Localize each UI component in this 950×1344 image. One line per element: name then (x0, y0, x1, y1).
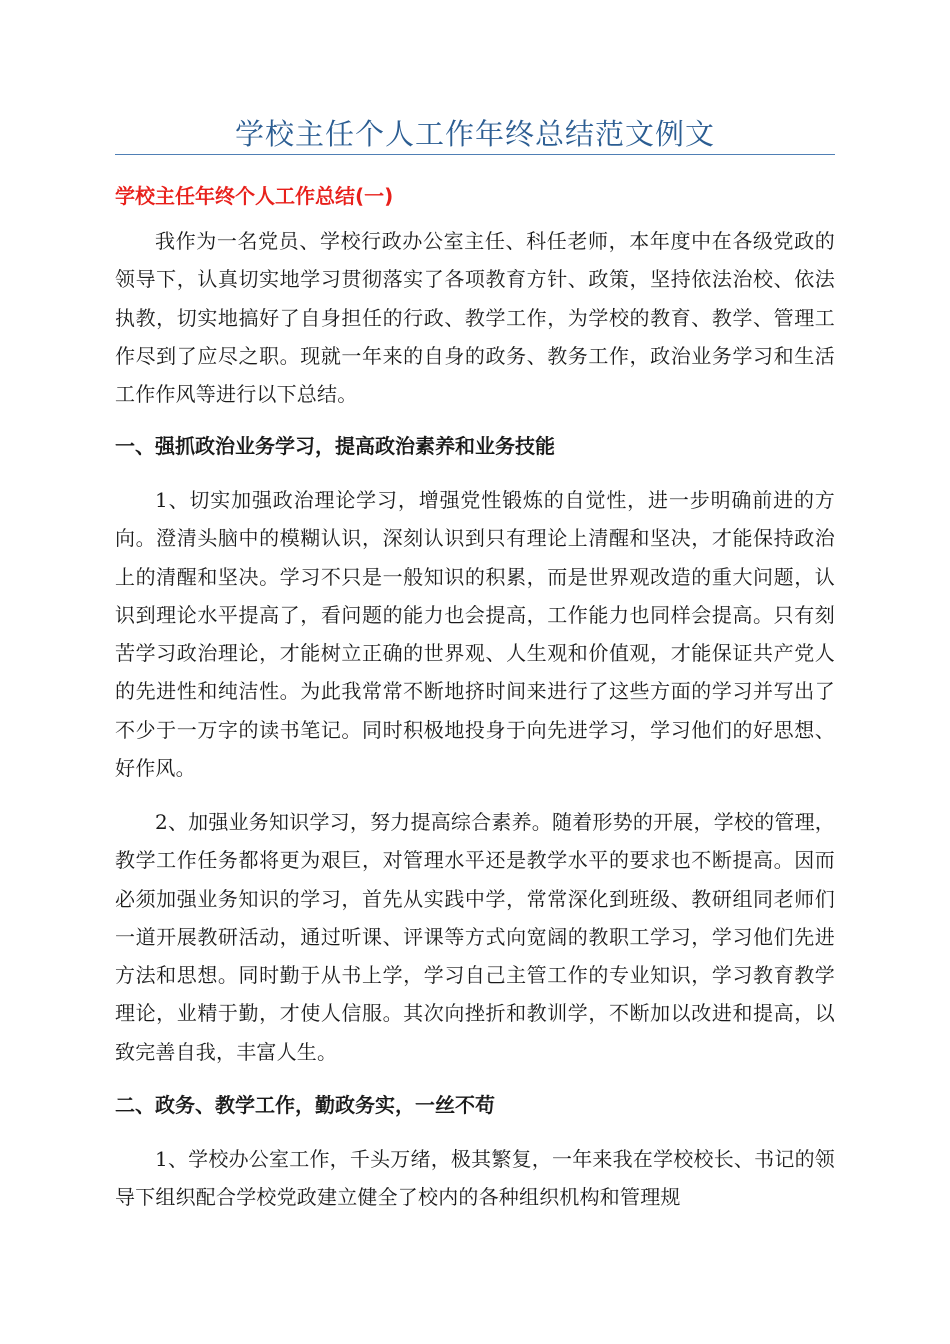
intro-block (115, 222, 835, 413)
paragraph-2-1: 1、学校办公室工作，千头万绪，极其繁复，一年来我在学校校长、书记的领导下组织配合学校党政建立健全了校内的各种组织机构和管理规 (115, 1147, 835, 1210)
heading-1-block (115, 430, 835, 462)
para-1-1-block (115, 481, 835, 787)
heading-1: 一、强抓政治业务学习，提高政治素养和业务技能 (115, 434, 555, 458)
para-2-1-block (115, 1140, 835, 1217)
paragraph-1-1: 1、切实加强政治理论学习，增强党性锻炼的自觉性，进一步明确前进的方向。澄清头脑中的模糊认识，深刻认识到只有理论上清醒和坚决，才能保持政治上的清醒和坚决。学习不只是一般知识的积累，而是世界观改造的重大问题，认识到理论水平提高了，看问题的能力也会提高，工作能力也同样会提高。只有刻苦学习政治理论，才能树立正确的世界观、人生观和价值观，才能保证共产党人的先进性和纯洁性。为此我常常不断地挤时间来进行了这些方面的学习并写出了不少于一万字的读书笔记。同时积极地投身于向先进学习，学习他们的好思想、好作风。 (115, 488, 835, 781)
heading-2-block (115, 1089, 835, 1121)
section-title: 学校主任年终个人工作总结(一) (115, 184, 394, 208)
para-1-2-block (115, 803, 835, 1071)
paragraph-1-2: 2、加强业务知识学习，努力提高综合素养。随着形势的开展，学校的管理，教学工作任务都将更为艰巨，对管理水平还是教学水平的要求也不断提高。因而必须加强业务知识的学习，首先从实践中学，常常深化到班级、教研组同老师们一道开展教研活动，通过听课、评课等方式向宽阔的教职工学习，学习他们先进方法和思想。同时勤于从书上学，学习自己主管工作的专业知识，学习教育教学理论，业精于勤，才使人信服。其次向挫折和教训学，不断加以改进和提高，以致完善自我，丰富人生。 (115, 810, 835, 1064)
document-title: 学校主任个人工作年终总结范文例文 (234, 117, 715, 151)
title-underline (115, 154, 835, 155)
heading-2: 二、政务、教学工作，勤政务实，一丝不苟 (115, 1093, 495, 1117)
intro-paragraph: 我作为一名党员、学校行政办公室主任、科任老师，本年度中在各级党政的领导下，认真切实地学习贯彻落实了各项教育方针、政策，坚持依法治校、依法执教，切实地搞好了自身担任的行政、教学工作，为学校的教育、教学、管理工作尽到了应尽之职。现就一年来的自身的政务、教务工作，政治业务学习和生活工作作风等进行以下总结。 (115, 229, 835, 407)
